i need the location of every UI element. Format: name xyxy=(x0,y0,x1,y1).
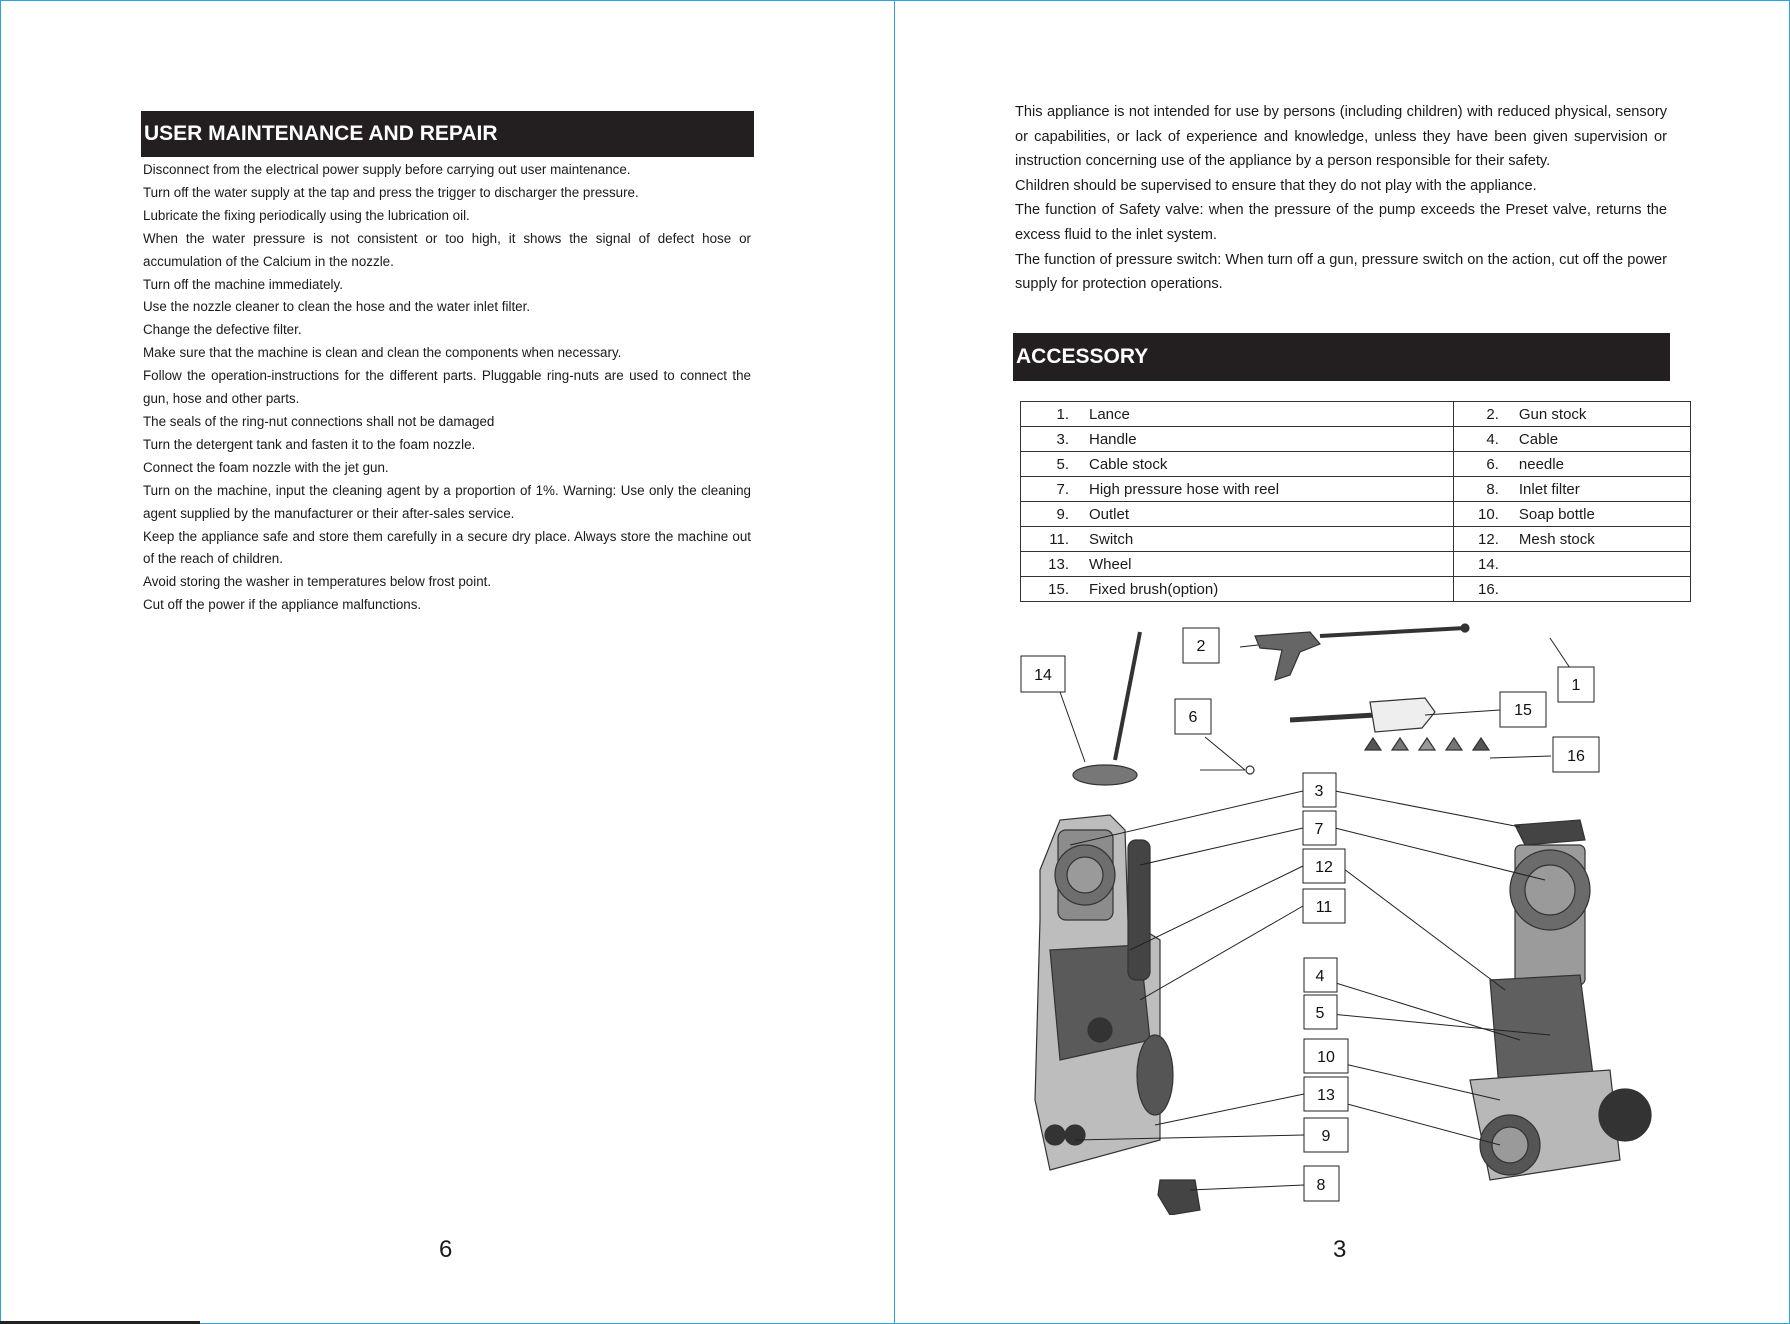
paragraph: This appliance is not intended for use by persons (including children) with reduced physical, sensory or capabilities, or lack of experience and knowledge, unless they have been given supervision or instruction concerning use of the appliance by a person responsible for their safety. xyxy=(1015,104,1667,170)
item-number: 15. xyxy=(1048,580,1069,598)
table-cell xyxy=(1453,577,1690,602)
item-label: Wheel xyxy=(1089,555,1132,573)
paragraph: Turn the detergent tank and fasten it to the foam nozzle. xyxy=(143,436,476,452)
accessory-section-header xyxy=(1013,333,1670,381)
item-label xyxy=(1519,556,1690,573)
item-label: Handle xyxy=(1089,430,1137,448)
item-label: Cable stock xyxy=(1089,455,1168,473)
accessories-illustration xyxy=(1073,624,1489,785)
accessory-section-title: ACCESSORY xyxy=(1016,345,1149,368)
table-row xyxy=(1021,452,1691,477)
table-cell xyxy=(1453,477,1690,502)
callout-14: 14 xyxy=(1034,667,1052,684)
table-row xyxy=(1021,552,1691,577)
callout-15: 15 xyxy=(1514,702,1532,719)
callout-7: 7 xyxy=(1314,821,1324,838)
table-cell xyxy=(1453,427,1690,452)
item-label xyxy=(1519,581,1690,598)
callout-10: 10 xyxy=(1317,1049,1335,1066)
paragraph: Keep the appliance safe and store them carefully in a secure dry place. Always store the machine out of the reach of children. xyxy=(143,528,751,567)
pressure-washer-right-illustration xyxy=(1470,820,1651,1180)
item-number: 14. xyxy=(1478,555,1499,573)
paragraph: When the water pressure is not consistent or too high, it shows the signal of defect hose or accumulation of the Calcium in the nozzle. xyxy=(143,230,751,269)
table-row xyxy=(1021,527,1691,552)
item-number: 11. xyxy=(1049,530,1069,548)
table-cell xyxy=(1021,452,1454,477)
table-row xyxy=(1021,477,1691,502)
callout-8: 8 xyxy=(1316,1177,1326,1194)
item-label: Switch xyxy=(1089,530,1134,548)
item-number: 4. xyxy=(1486,430,1499,448)
paragraph: Disconnect from the electrical power supply before carrying out user maintenance. xyxy=(143,162,631,177)
callout-9: 9 xyxy=(1321,1128,1331,1145)
paragraph: Children should be supervised to ensure that they do not play with the appliance. xyxy=(1015,177,1537,194)
item-number: 12. xyxy=(1478,530,1499,548)
paragraph: Follow the operation-instructions for the different parts. Pluggable ring-nuts are used to connect the gun, hose and other parts. xyxy=(143,368,751,407)
item-number: 1. xyxy=(1056,405,1069,423)
callout-16: 16 xyxy=(1567,748,1585,765)
paragraph: Turn off the machine immediately. xyxy=(143,276,343,292)
maintenance-section-title: USER MAINTENANCE AND REPAIR xyxy=(144,122,498,145)
item-label: Cable xyxy=(1518,430,1559,448)
pressure-washer-left-illustration xyxy=(1035,815,1200,1215)
page-number-left: 6 xyxy=(439,1236,453,1263)
paragraph: Make sure that the machine is clean and clean the components when necessary. xyxy=(143,345,622,361)
item-number: 8. xyxy=(1486,480,1499,498)
item-label: Soap bottle xyxy=(1518,505,1595,523)
table-cell xyxy=(1021,502,1454,527)
item-label: Mesh stock xyxy=(1518,530,1595,548)
paragraph: Change the defective filter. xyxy=(143,322,302,338)
item-number: 6. xyxy=(1486,455,1499,473)
page-number-right: 3 xyxy=(1333,1236,1347,1263)
callout-5: 5 xyxy=(1315,1005,1325,1022)
table-cell xyxy=(1021,402,1454,427)
item-number: 3. xyxy=(1056,430,1069,448)
table-cell xyxy=(1453,452,1690,477)
maintenance-text xyxy=(143,159,751,617)
callout-3: 3 xyxy=(1314,783,1324,800)
accessory-table xyxy=(1020,401,1691,602)
item-label: Fixed brush(option) xyxy=(1089,580,1219,598)
item-number: 5. xyxy=(1056,455,1069,473)
paragraph: Cut off the power if the appliance malfunctions. xyxy=(143,597,422,613)
item-label: needle xyxy=(1518,455,1564,473)
table-cell xyxy=(1453,502,1690,527)
table-row xyxy=(1021,402,1691,427)
table-row xyxy=(1021,577,1691,602)
item-label: Gun stock xyxy=(1518,405,1587,423)
table-cell xyxy=(1453,402,1690,427)
maintenance-section-header xyxy=(141,111,754,157)
table-row xyxy=(1021,427,1691,452)
page-divider xyxy=(894,0,895,1324)
item-label: Outlet xyxy=(1089,505,1130,523)
item-label: High pressure hose with reel xyxy=(1089,480,1280,498)
item-number: 2. xyxy=(1486,405,1499,423)
table-row xyxy=(1021,502,1691,527)
paragraph: Turn on the machine, input the cleaning agent by a proportion of 1%. Warning: Use only the cleaning agent supplied by the manufacturer or their after-sales service. xyxy=(143,482,751,521)
item-number: 9. xyxy=(1056,505,1069,523)
item-number: 7. xyxy=(1056,480,1069,498)
table-cell xyxy=(1021,527,1454,552)
item-number: 16. xyxy=(1478,580,1499,598)
safety-text xyxy=(1015,100,1667,297)
callout-4: 4 xyxy=(1315,968,1325,985)
item-number: 13. xyxy=(1048,555,1069,573)
table-cell xyxy=(1453,527,1690,552)
table-cell xyxy=(1021,477,1454,502)
table-cell xyxy=(1021,552,1454,577)
item-label: Inlet filter xyxy=(1518,480,1580,498)
item-label: Lance xyxy=(1089,405,1130,423)
table-cell xyxy=(1453,552,1690,577)
parts-diagram xyxy=(1020,620,1670,1215)
paragraph: The seals of the ring-nut connections shall not be damaged xyxy=(143,413,495,429)
paragraph: The function of pressure switch: When turn off a gun, pressure switch on the action, cut off the power supply for protection operations. xyxy=(1015,251,1667,293)
paragraph: The function of Safety valve: when the pressure of the pump exceeds the Preset valve, returns the excess fluid to the inlet system. xyxy=(1015,202,1667,243)
callout-12: 12 xyxy=(1315,859,1333,876)
callout-11: 11 xyxy=(1315,899,1333,916)
callout-2: 2 xyxy=(1196,638,1206,655)
item-number: 10. xyxy=(1478,505,1499,523)
table-cell xyxy=(1021,427,1454,452)
callout-6: 6 xyxy=(1188,709,1198,726)
table-cell xyxy=(1021,577,1454,602)
paragraph: Turn off the water supply at the tap and press the trigger to discharger the pressure. xyxy=(143,184,639,200)
callout-1: 1 xyxy=(1571,677,1581,694)
paragraph: Connect the foam nozzle with the jet gun. xyxy=(143,459,389,475)
paragraph: Lubricate the fixing periodically using the lubrication oil. xyxy=(143,207,470,223)
callout-13: 13 xyxy=(1317,1087,1335,1104)
paragraph: Use the nozzle cleaner to clean the hose and the water inlet filter. xyxy=(143,299,531,315)
paragraph: Avoid storing the washer in temperatures below frost point. xyxy=(143,574,492,590)
